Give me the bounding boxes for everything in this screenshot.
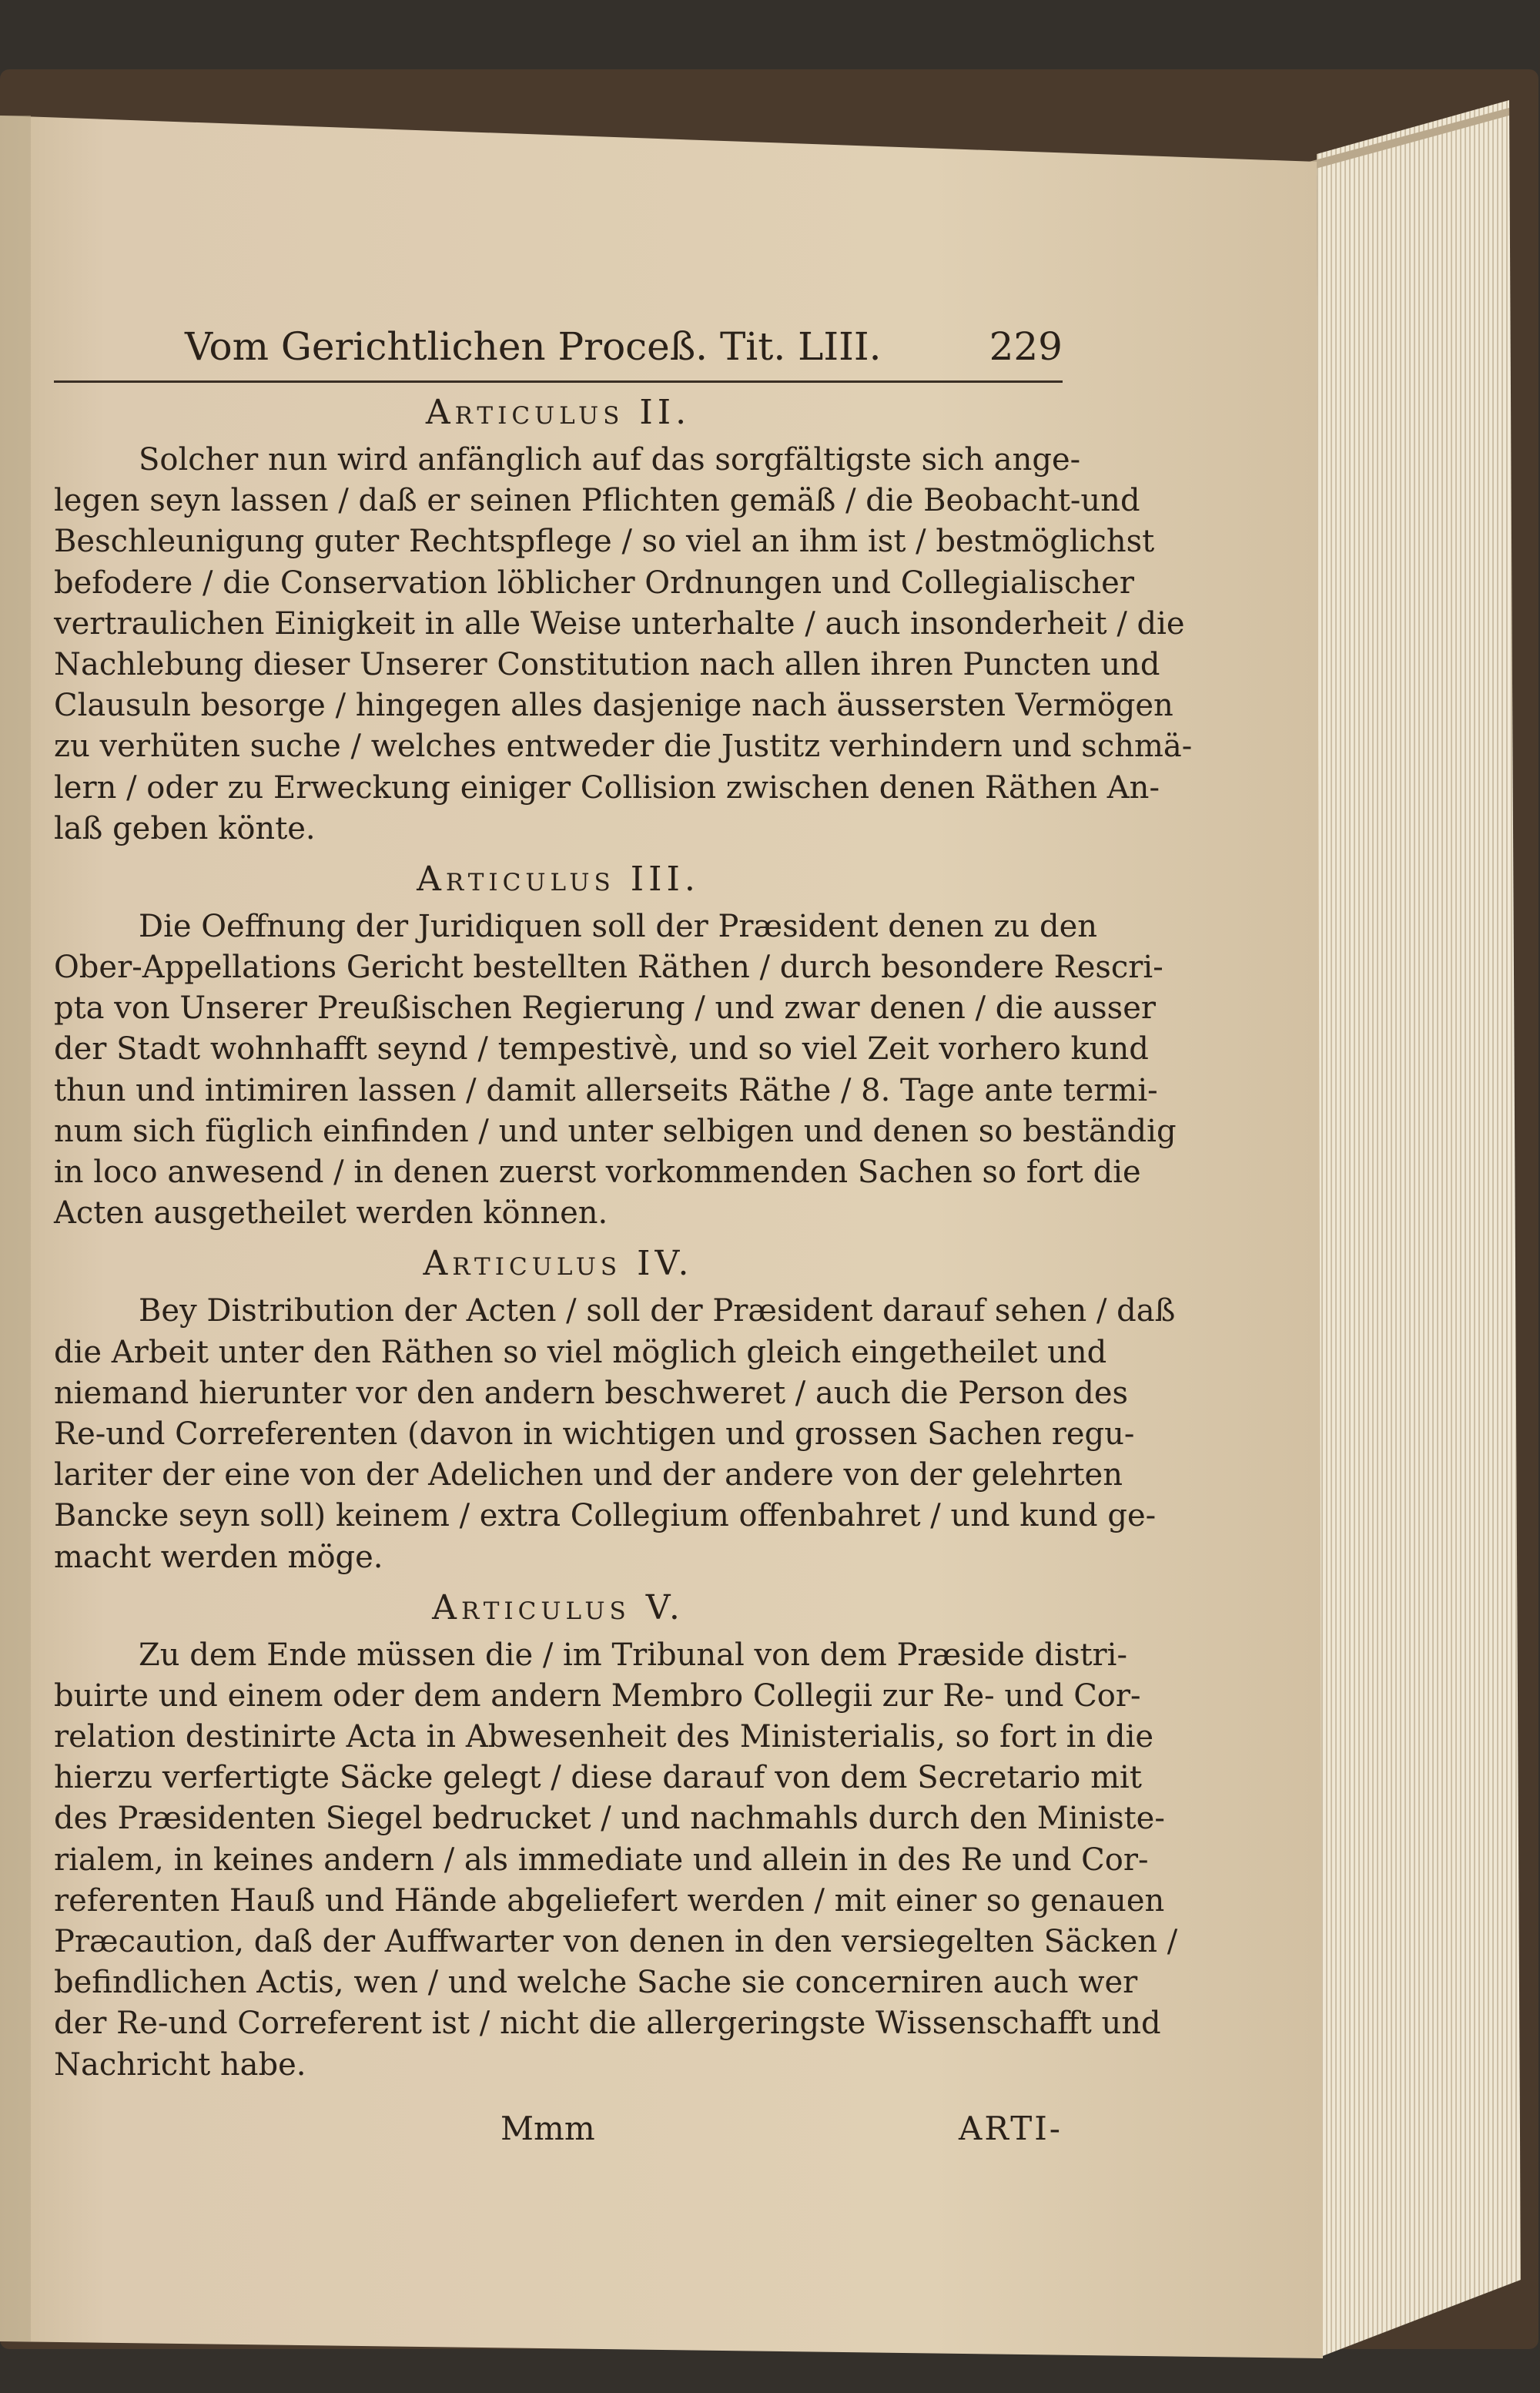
text-line: Bey Distribution der Acten / soll der Præsident darauf sehen / daß (139, 1293, 1176, 1329)
running-head-title: Vom Gerichtlichen Proceß. Tit. LIII. (185, 324, 882, 369)
text-line: num sich füglich einfinden / und unter selbigen und denen so beständig (54, 1113, 1177, 1149)
signature-mark: Mmm (500, 2109, 595, 2147)
text-line: legen seyn lassen / daß er seinen Pflichten gemäß / die Beobacht-und (54, 483, 1140, 519)
text-line: in loco anwesend / in denen zuerst vorkommenden Sachen so fort die (54, 1155, 1141, 1190)
text-line: der Stadt wohnhafft seynd / tempestivè, und so viel Zeit vorhero kund (54, 1031, 1149, 1067)
page-text-block (54, 316, 1193, 2160)
text-line: Re-und Correferenten (davon in wichtigen und grossen Sachen regu- (54, 1416, 1135, 1452)
text-line: Clausuln besorge / hingegen alles dasjenige nach äussersten Vermögen (54, 688, 1173, 724)
text-line: Ober-Appellations Gericht bestellten Räthen / durch besondere Rescri- (54, 950, 1163, 986)
article-heading: Articulus III. (417, 859, 700, 899)
text-line: rialem, in keines andern / als immediate und allein in des Re und Cor- (54, 1842, 1149, 1878)
text-line: vertraulichen Einigkeit in alle Weise unterhalte / auch insonderheit / die (54, 605, 1185, 642)
running-head (54, 316, 1063, 377)
text-line: der Re-und Correferent ist / nicht die allergeringste Wissenschafft und (54, 2006, 1161, 2042)
article-heading: Articulus II. (425, 393, 691, 432)
article-heading: Articulus IV. (423, 1244, 694, 1284)
text-line: thun und intimiren lassen / damit allerseits Räthe / 8. Tage ante termi- (54, 1072, 1158, 1108)
text-line: laß geben könte. (54, 810, 316, 846)
text-line: Zu dem Ende müssen die / im Tribunal von dem Præside distri- (139, 1637, 1127, 1673)
text-line: Nachlebung dieser Unserer Constitution nach allen ihren Puncten und (54, 646, 1160, 682)
text-line: Nachricht habe. (54, 2046, 306, 2083)
article-section (54, 854, 1177, 1235)
page-edge-block (1317, 100, 1521, 2357)
text-line: relation destinirte Acta in Abwesenheit des Ministerialis, so fort in die (54, 1719, 1154, 1755)
text-line: Solcher nun wird anfänglich auf das sorgfältigste sich ange- (139, 442, 1081, 478)
text-line: befodere / die Conservation löblicher Ordnungen und Collegialischer (54, 565, 1134, 601)
text-line: lern / oder zu Erweckung einiger Collision zwischen denen Räthen An- (54, 769, 1160, 806)
text-line: referenten Hauß und Hände abgeliefert werden / mit einer so genauen (54, 1882, 1165, 1919)
text-line: die Arbeit unter den Räthen so viel möglich gleich eingetheilet und (54, 1334, 1107, 1370)
catchword: ARTI- (958, 2109, 1063, 2147)
article-heading: Articulus V. (432, 1587, 685, 1627)
article-section (54, 1238, 1176, 1577)
article-section (54, 1583, 1178, 2086)
text-line: Die Oeffnung der Juridiquen soll der Præsident denen zu den (139, 908, 1098, 944)
text-line: des Præsidenten Siegel bedrucket / und nachmahls durch den Ministe- (54, 1801, 1165, 1837)
page-number: 229 (989, 324, 1063, 369)
text-line: Bancke seyn soll) keinem / extra Collegium offenbahret / und kund ge- (54, 1498, 1157, 1534)
text-line: buirte und einem oder dem andern Membro Collegii zur Re- und Cor- (54, 1677, 1141, 1714)
text-line: hierzu verfertigte Säcke gelegt / diese darauf von dem Secretario mit (54, 1760, 1142, 1796)
text-line: befindlichen Actis, wen / und welche Sache sie concerniren auch wer (54, 1965, 1138, 2001)
text-line: macht werden möge. (54, 1539, 383, 1575)
page-footer (54, 2098, 1063, 2160)
text-line: niemand hierunter vor den andern beschweret / auch die Person des (54, 1375, 1129, 1411)
text-line: zu verhüten suche / welches entweder die Justitz verhindern und schmä- (54, 729, 1193, 765)
text-line: lariter der eine von der Adelichen und der andere von der gelehrten (54, 1457, 1123, 1493)
text-line: Præcaution, daß der Auffwarter von denen in den versiegelten Säcken / (54, 1924, 1178, 1959)
text-line: Beschleunigung guter Rechtspflege / so viel an ihm ist / bestmöglichst (54, 524, 1155, 560)
running-head-rule (54, 380, 1063, 383)
text-line: Acten ausgetheilet werden können. (54, 1195, 608, 1232)
article-section (54, 387, 1193, 850)
text-line: pta von Unserer Preußischen Regierung / und zwar denen / die ausser (54, 990, 1156, 1027)
